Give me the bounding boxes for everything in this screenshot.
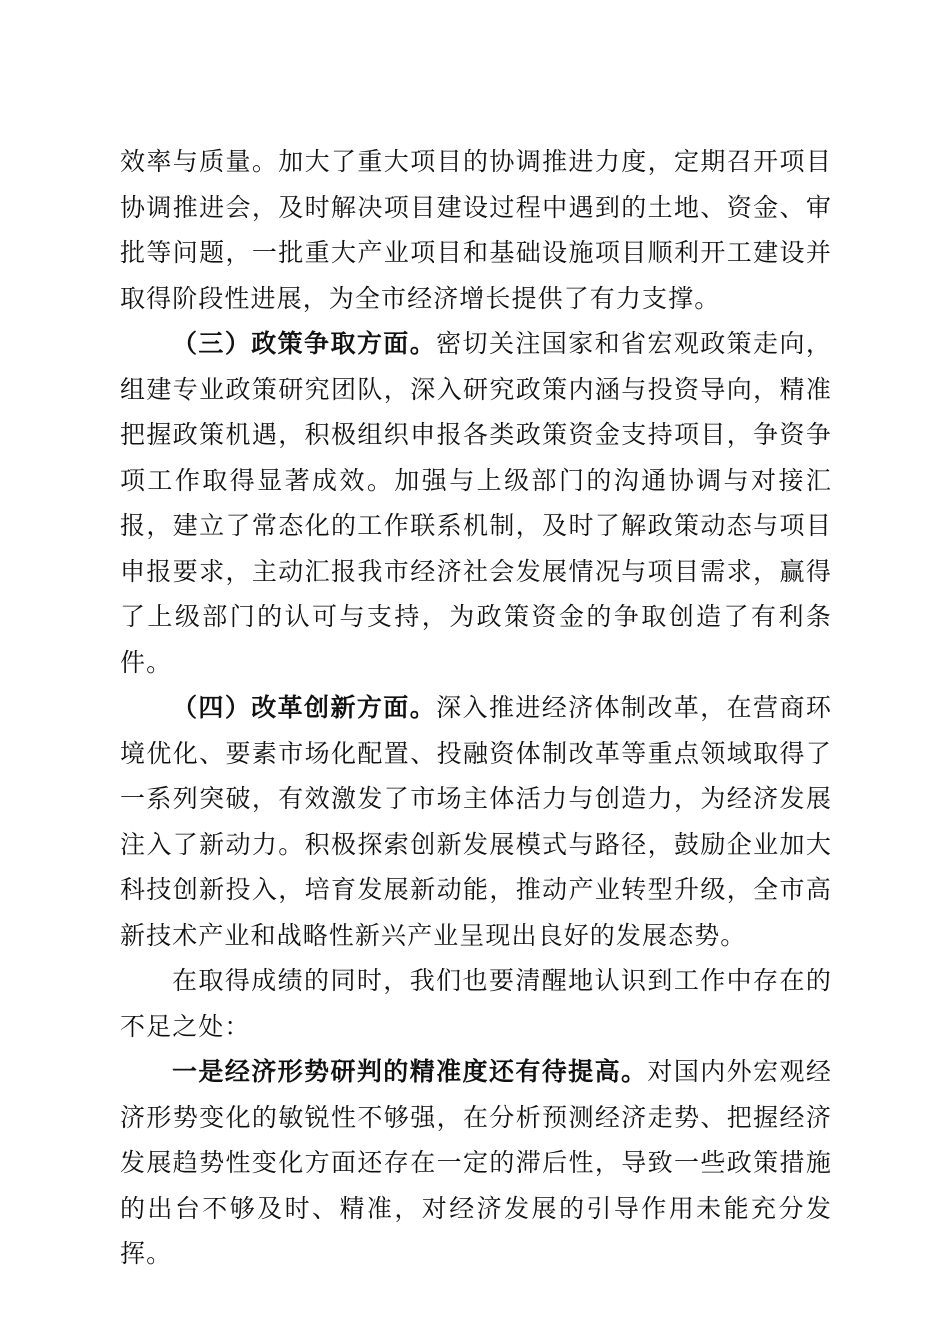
paragraph-continuation [120, 139, 832, 321]
paragraph-policy-section [120, 321, 832, 685]
paragraph-reform-section [120, 685, 832, 958]
paragraph-shortcomings-intro [120, 958, 832, 1049]
section-heading-shortcoming-one: 一是经济形势研判的精准度还有待提高。 [172, 1057, 648, 1086]
paragraph-text: 深入推进经济体制改革，在营商环境优化、要素市场化配置、投融资体制改革等重点领域取得了一系列突破，有效激发了市场主体活力与创造力，为经济发展注入了新动力。积极探索创新发展模式与路径，鼓励企业加大科技创新投入，培育发展新动能，推动产业转型升级，全市高新技术产业和战略性新兴产业呈现出良好的发展态势。 [120, 693, 832, 950]
section-heading-policy: （三）政策争取方面。 [172, 329, 437, 358]
paragraph-text: 密切关注国家和省宏观政策走向，组建专业政策研究团队，深入研究政策内涵与投资导向，精准把握政策机遇，积极组织申报各类政策资金支持项目，争资争项工作取得显著成效。加强与上级部门的沟通协调与对接汇报，建立了常态化的工作联系机制，及时了解政策动态与项目申报要求，主动汇报我市经济社会发展情况与项目需求，赢得了上级部门的认可与支持，为政策资金的争取创造了有利条件。 [120, 329, 832, 677]
paragraph-text: 对国内外宏观经济形势变化的敏锐性不够强，在分析预测经济走势、把握经济发展趋势性变化方面还存在一定的滞后性，导致一些政策措施的出台不够及时、精准，对经济发展的引导作用未能充分发挥。 [120, 1057, 832, 1268]
paragraph-shortcoming-one [120, 1049, 832, 1277]
paragraph-text: 效率与质量。加大了重大项目的协调推进力度，定期召开项目协调推进会，及时解决项目建设过程中遇到的土地、资金、审批等问题，一批重大产业项目和基础设施项目顺利开工建设并取得阶段性进展，为全市经济增长提供了有力支撑。 [120, 147, 832, 313]
paragraph-text: 在取得成绩的同时，我们也要清醒地认识到工作中存在的不足之处： [120, 966, 832, 1041]
document-body [120, 139, 832, 1277]
section-heading-reform: （四）改革创新方面。 [172, 693, 437, 722]
